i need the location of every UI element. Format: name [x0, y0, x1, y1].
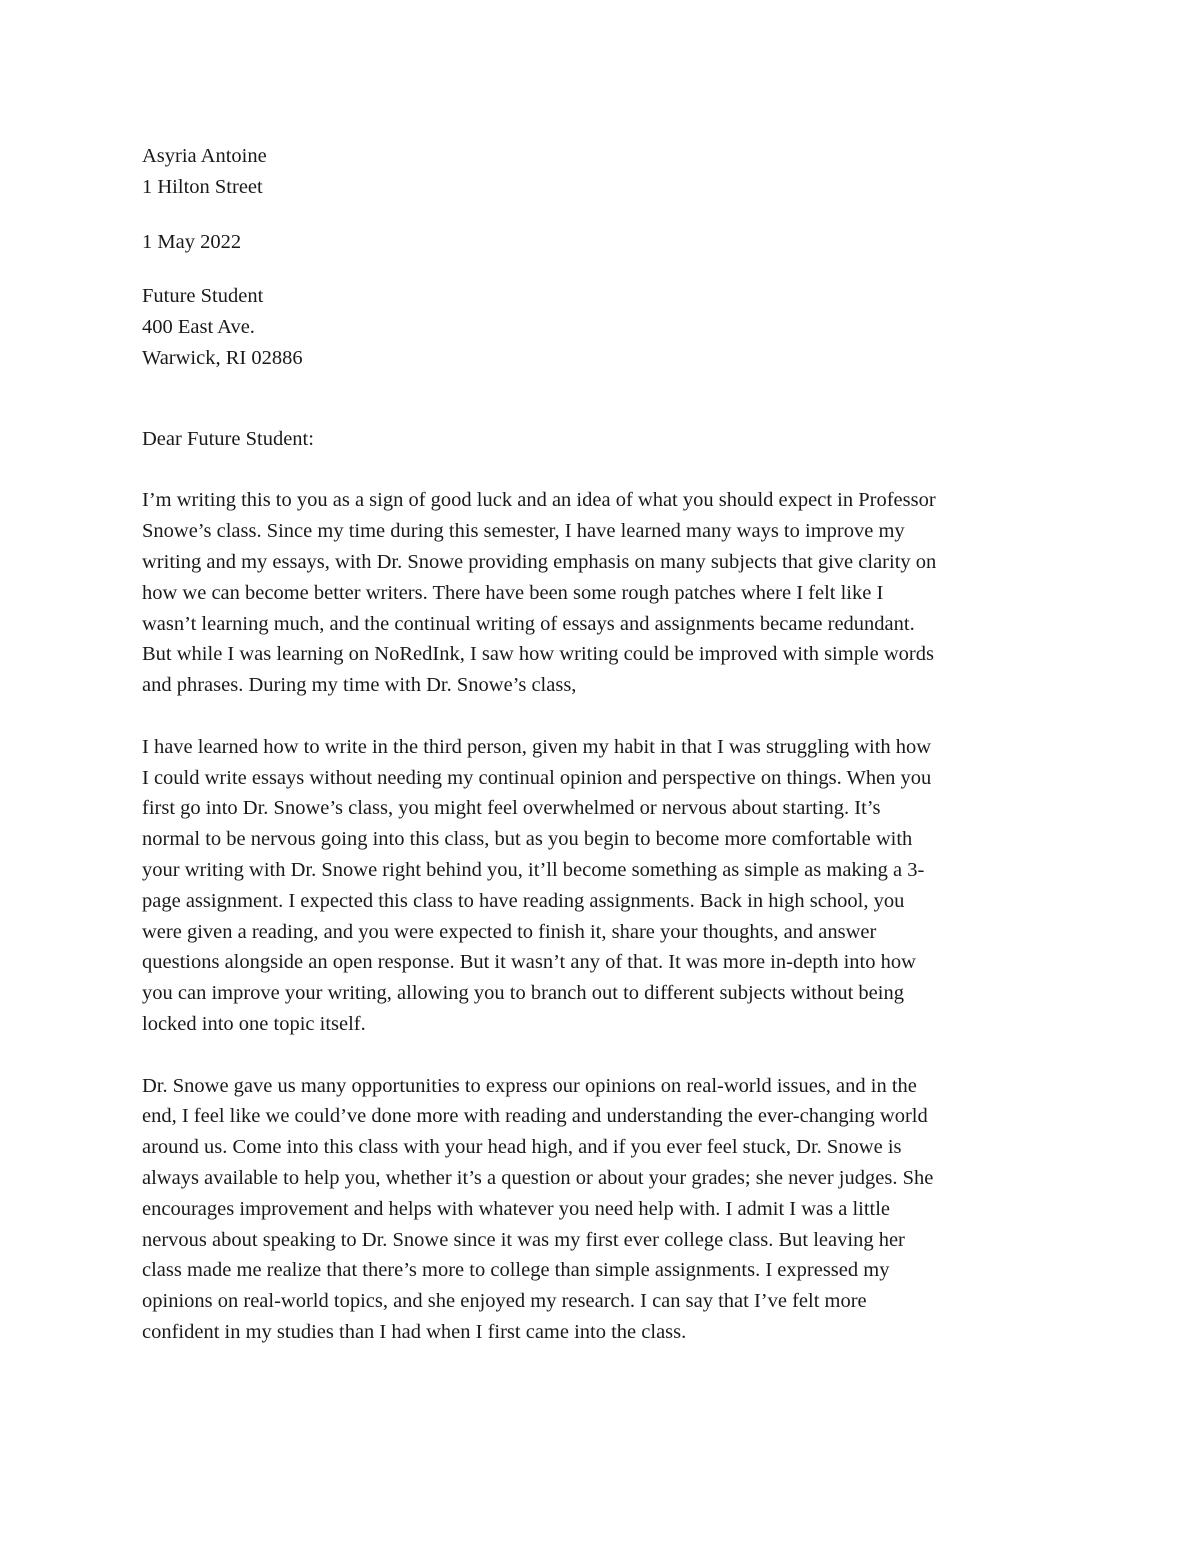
paragraph-line: page assignment. I expected this class to have reading assignments. Back in high school, you	[142, 889, 905, 912]
salutation: Dear Future Student:	[142, 427, 314, 450]
paragraph-line: opinions on real-world topics, and she enjoyed my research. I can say that I’ve felt more	[142, 1290, 867, 1313]
paragraph-line: I’m writing this to you as a sign of good luck and an idea of what you should expect in Professor	[142, 489, 936, 512]
paragraph-1	[142, 485, 1062, 701]
paragraph-line: class made me realize that there’s more to college than simple assignments. I expressed my	[142, 1259, 890, 1282]
paragraph-line: writing and my essays, with Dr. Snowe providing emphasis on many subjects that give clarity on	[142, 550, 937, 573]
paragraph-line: Dr. Snowe gave us many opportunities to express our opinions on real-world issues, and in the	[142, 1074, 917, 1097]
letter-body	[142, 141, 1062, 1348]
paragraph-line: nervous about speaking to Dr. Snowe since it was my first ever college class. But leaving her	[142, 1228, 905, 1251]
paragraph-line: first go into Dr. Snowe’s class, you might feel overwhelmed or nervous about starting. It’s	[142, 797, 881, 820]
paragraph-line: were given a reading, and you were expected to finish it, share your thoughts, and answer	[142, 920, 877, 943]
recipient-city: Warwick, RI 02886	[142, 346, 303, 369]
paragraph-line: always available to help you, whether it’s a question or about your grades; she never judges. She	[142, 1166, 934, 1189]
paragraph-line: Snowe’s class. Since my time during this semester, I have learned many ways to improve my	[142, 520, 905, 543]
paragraph-line: normal to be nervous going into this class, but as you begin to become more comfortable with	[142, 828, 913, 851]
paragraph-3	[142, 1071, 1062, 1348]
recipient-address	[142, 281, 1062, 373]
paragraph-line: confident in my studies than I had when I first came into the class.	[142, 1320, 687, 1343]
paragraph-line: end, I feel like we could’ve done more with reading and understanding the ever-changing world	[142, 1105, 928, 1128]
recipient-name: Future Student	[142, 285, 264, 308]
paragraph-line: But while I was learning on NoRedInk, I saw how writing could be improved with simple words	[142, 643, 934, 666]
sender-address	[142, 141, 1062, 203]
paragraph-line: I could write essays without needing my continual opinion and perspective on things. When you	[142, 766, 932, 789]
sender-street: 1 Hilton Street	[142, 175, 263, 198]
letter-date: 1 May 2022	[142, 230, 242, 253]
paragraph-line: encourages improvement and helps with whatever you need help with. I admit I was a little	[142, 1197, 891, 1220]
paragraph-line: questions alongside an open response. But it wasn’t any of that. It was more in-depth into how	[142, 951, 916, 974]
paragraph-line: you can improve your writing, allowing you to branch out to different subjects without being	[142, 982, 904, 1005]
paragraph-line: I have learned how to write in the third person, given my habit in that I was struggling with how	[142, 735, 932, 758]
paragraph-line: how we can become better writers. There have been some rough patches where I felt like I	[142, 581, 884, 604]
paragraph-line: your writing with Dr. Snowe right behind you, it’ll become something as simple as making a 3-	[142, 858, 925, 881]
paragraph-line: wasn’t learning much, and the continual writing of essays and assignments became redundant.	[142, 612, 915, 635]
paragraph-line: locked into one topic itself.	[142, 1012, 366, 1035]
paragraph-2	[142, 732, 1062, 1040]
paragraph-line: around us. Come into this class with your head high, and if you ever feel stuck, Dr. Snowe is	[142, 1136, 902, 1159]
sender-name: Asyria Antoine	[142, 145, 267, 167]
paragraph-line: and phrases. During my time with Dr. Snowe’s class,	[142, 674, 577, 697]
recipient-street: 400 East Ave.	[142, 316, 255, 339]
